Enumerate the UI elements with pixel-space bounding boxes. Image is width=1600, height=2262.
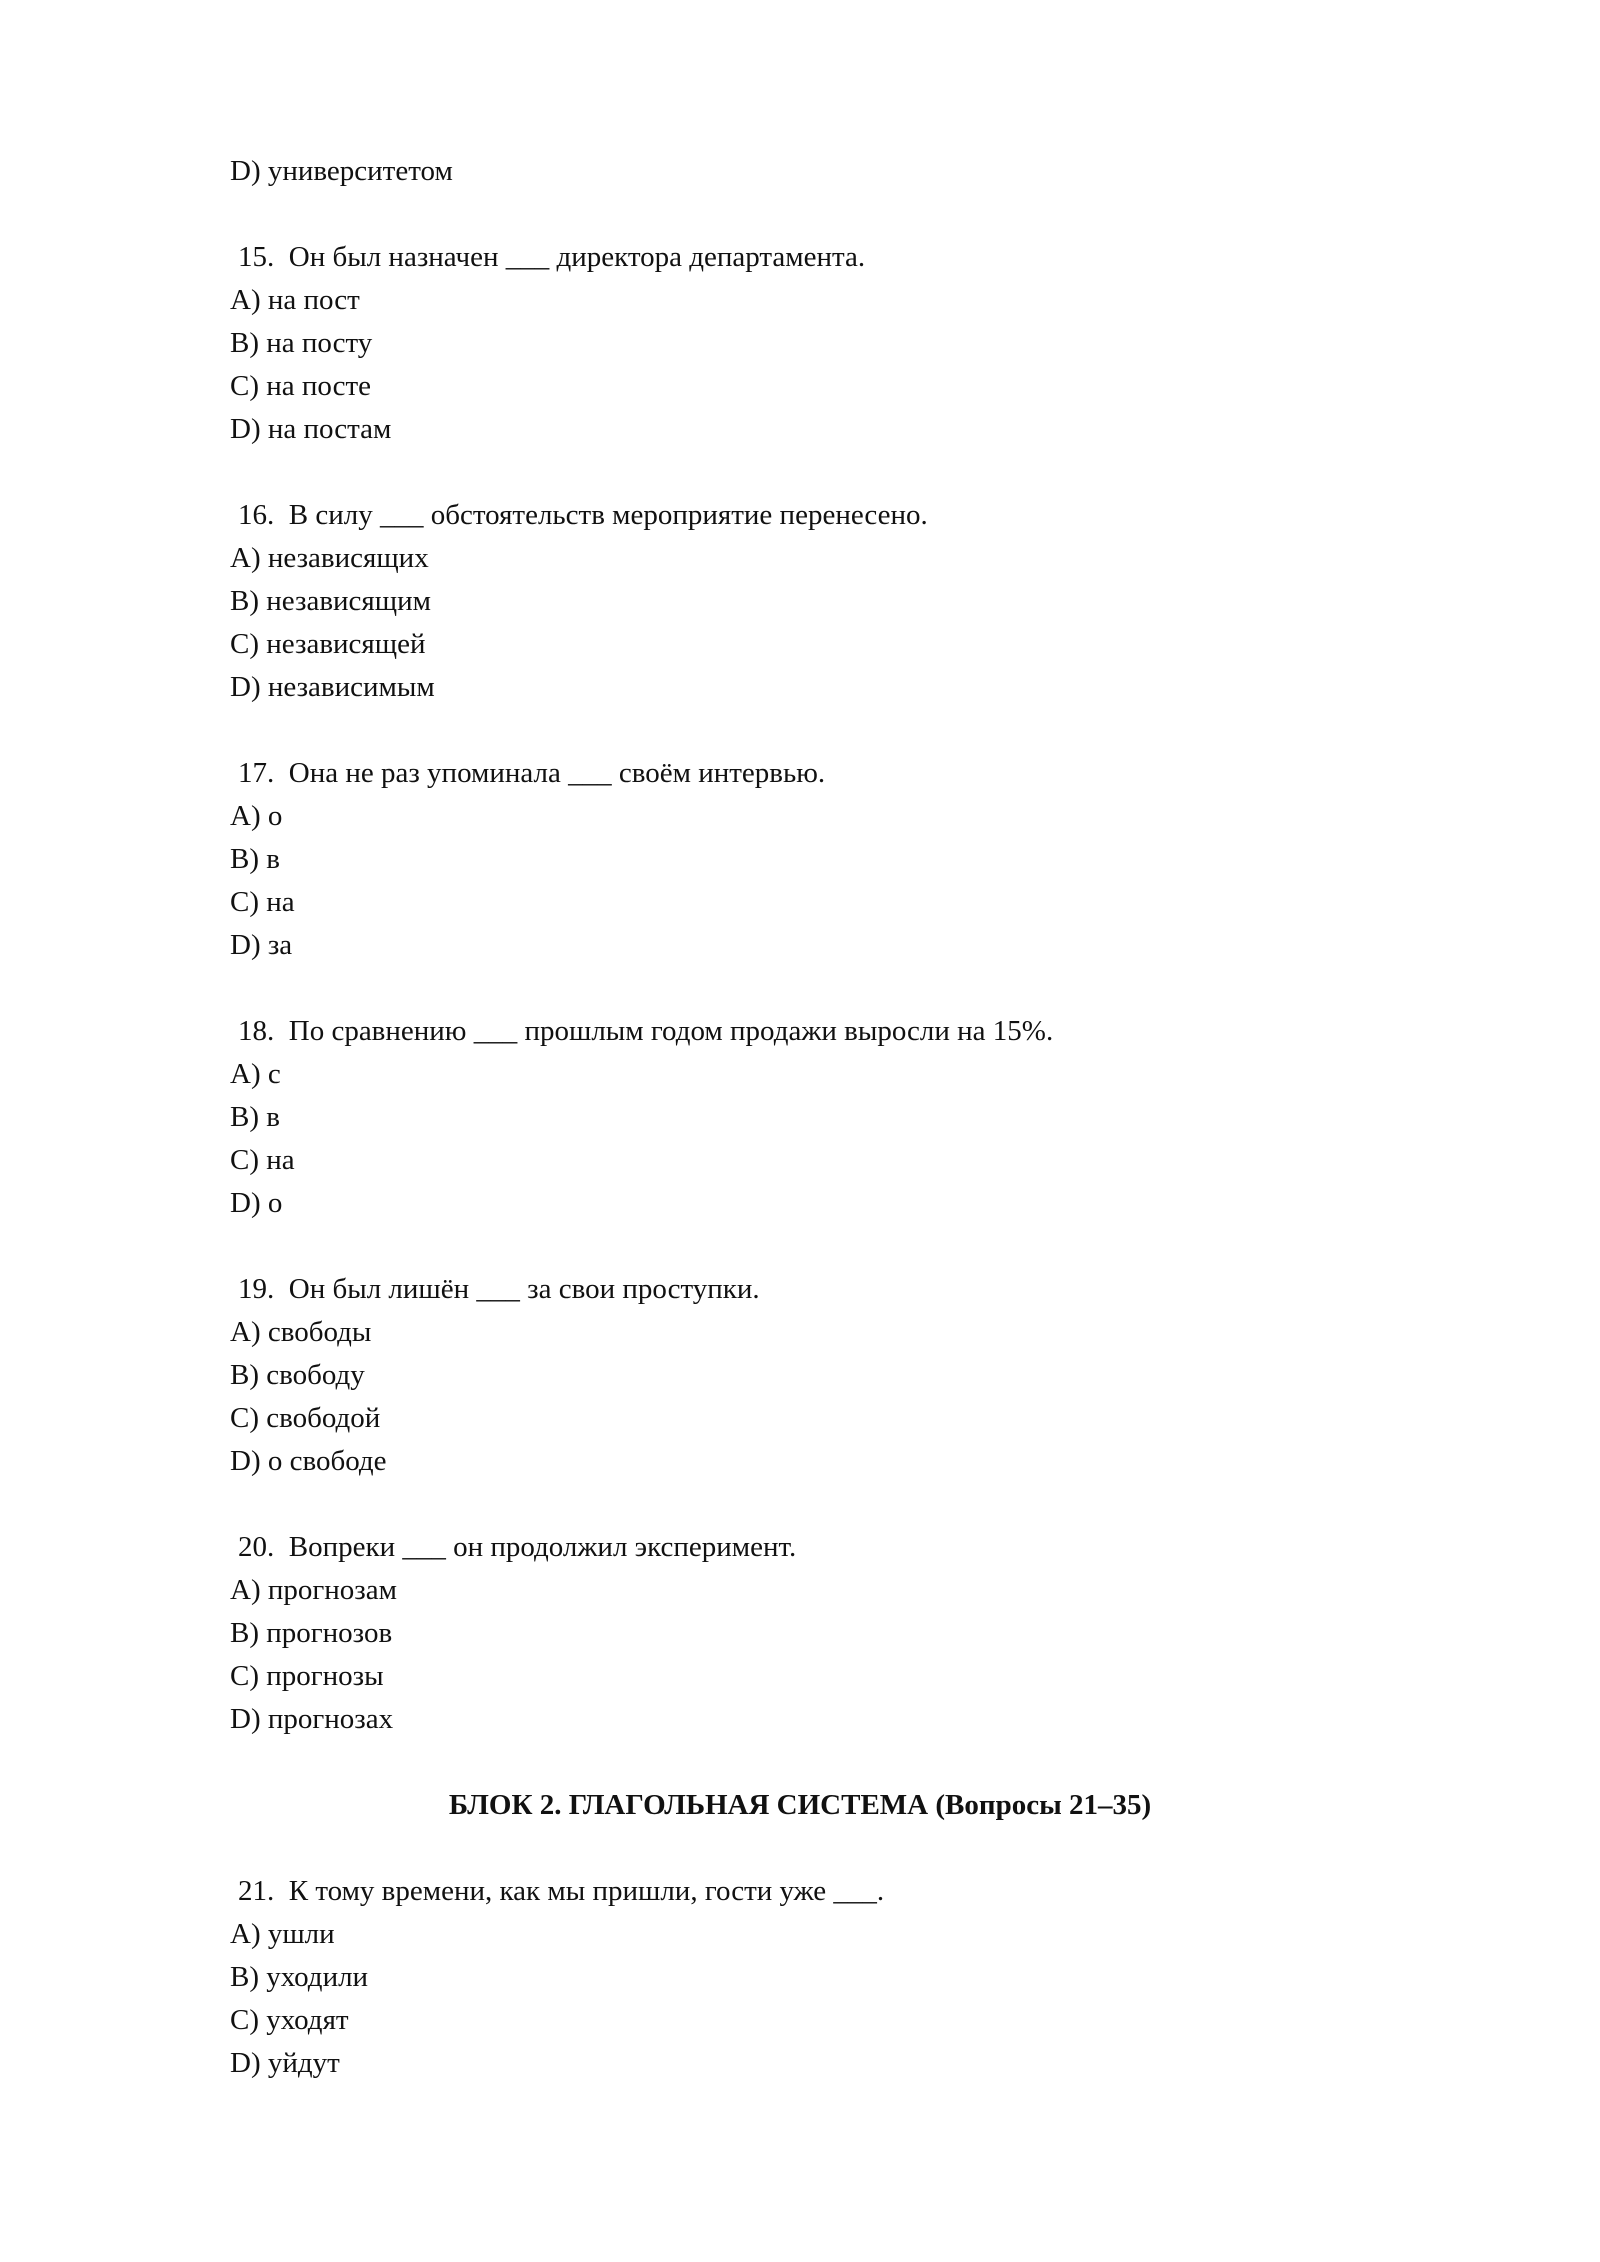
answer-option: D) за bbox=[230, 929, 293, 961]
question-number: 15. bbox=[238, 241, 275, 273]
answer-option: C) независящей bbox=[230, 628, 426, 660]
answer-option: B) в bbox=[230, 1101, 280, 1133]
answer-option: A) независящих bbox=[230, 542, 429, 574]
answer-option: B) независящим bbox=[230, 585, 431, 617]
answer-option: A) ушли bbox=[230, 1918, 335, 1950]
answer-option: D) уйдут bbox=[230, 2047, 340, 2079]
answer-option: D) независимым bbox=[230, 671, 435, 703]
answer-option: A) о bbox=[230, 800, 283, 832]
spacer bbox=[230, 1827, 1370, 1870]
question-text: Она не раз упоминала ___ своём интервью. bbox=[288, 757, 826, 789]
spacer bbox=[230, 709, 1370, 752]
answer-option: A) прогнозам bbox=[230, 1574, 397, 1606]
spacer bbox=[230, 451, 1370, 494]
spacer bbox=[230, 193, 1370, 236]
answer-option: D) на постам bbox=[230, 413, 392, 445]
section-heading: БЛОК 2. ГЛАГОЛЬНАЯ СИСТЕМА (Вопросы 21–35) bbox=[448, 1789, 1152, 1821]
question-text: К тому времени, как мы пришли, гости уже ___. bbox=[288, 1875, 885, 1907]
answer-option: C) уходят bbox=[230, 2004, 349, 2036]
spacer bbox=[230, 1741, 1370, 1784]
answer-option: C) прогнозы bbox=[230, 1660, 384, 1692]
answer-option: B) на посту bbox=[230, 327, 373, 359]
answer-option: D) университетом bbox=[230, 155, 453, 187]
answer-option: A) свободы bbox=[230, 1316, 372, 1348]
spacer bbox=[230, 1483, 1370, 1526]
document-content bbox=[230, 150, 1370, 2085]
answer-option: C) свободой bbox=[230, 1402, 381, 1434]
question-number: 18. bbox=[238, 1015, 275, 1047]
spacer bbox=[230, 1225, 1370, 1268]
answer-option: B) уходили bbox=[230, 1961, 369, 1993]
question-text: Вопреки ___ он продолжил эксперимент. bbox=[288, 1531, 797, 1563]
answer-option: B) в bbox=[230, 843, 280, 875]
answer-option: D) прогнозах bbox=[230, 1703, 394, 1735]
question-text: Он был назначен ___ директора департамента. bbox=[288, 241, 866, 273]
question-19 bbox=[230, 1268, 1370, 1311]
question-text: В силу ___ обстоятельств мероприятие перенесено. bbox=[288, 499, 928, 531]
question-17 bbox=[230, 752, 1370, 795]
question-text: Он был лишён ___ за свои проступки. bbox=[288, 1273, 760, 1305]
answer-option: D) о свободе bbox=[230, 1445, 387, 1477]
question-16 bbox=[230, 494, 1370, 537]
answer-option: A) с bbox=[230, 1058, 281, 1090]
question-number: 20. bbox=[238, 1531, 275, 1563]
question-number: 16. bbox=[238, 499, 275, 531]
question-20 bbox=[230, 1526, 1370, 1569]
question-text: По сравнению ___ прошлым годом продажи выросли на 15%. bbox=[288, 1015, 1054, 1047]
answer-option: C) на посте bbox=[230, 370, 372, 402]
answer-option: D) о bbox=[230, 1187, 283, 1219]
answer-option: C) на bbox=[230, 886, 295, 918]
answer-option: B) свободу bbox=[230, 1359, 365, 1391]
answer-option: C) на bbox=[230, 1144, 295, 1176]
question-number: 19. bbox=[238, 1273, 275, 1305]
question-number: 21. bbox=[238, 1875, 275, 1907]
question-number: 17. bbox=[238, 757, 275, 789]
spacer bbox=[230, 967, 1370, 1010]
answer-option: B) прогнозов bbox=[230, 1617, 393, 1649]
question-21 bbox=[230, 1870, 1370, 1913]
answer-option: A) на пост bbox=[230, 284, 360, 316]
question-15 bbox=[230, 236, 1370, 279]
question-18 bbox=[230, 1010, 1370, 1053]
